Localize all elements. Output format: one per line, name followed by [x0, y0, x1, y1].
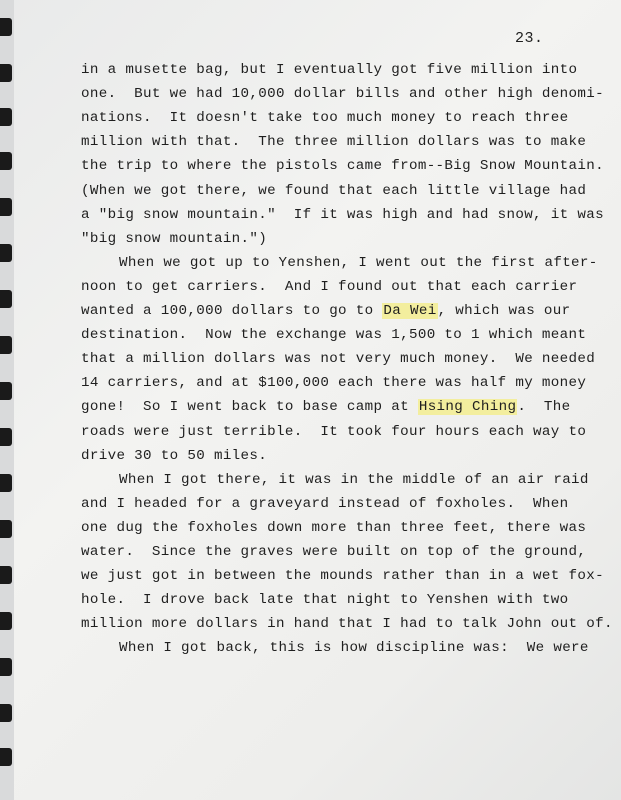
line-text: destination. Now the exchange was 1,500 to 1 which meant — [81, 327, 587, 344]
line-text: 14 carriers, and at $100,000 each there was half my money — [81, 375, 587, 392]
line-text: in a musette bag, but I eventually got five million into — [81, 62, 578, 78]
binder-tab — [0, 748, 12, 766]
line-text: "big snow mountain.") — [81, 230, 268, 247]
text-line — [81, 277, 577, 297]
line-text: one dug the foxholes down more than three feet, there was — [81, 519, 587, 536]
text-line — [81, 494, 569, 514]
text-line — [81, 108, 569, 128]
binder-tab — [0, 658, 12, 676]
text-line — [81, 132, 586, 152]
line-text: drive 30 to 50 miles. — [81, 447, 268, 464]
binder-tab — [0, 336, 12, 354]
text-line — [81, 349, 595, 369]
text-line — [119, 470, 589, 490]
line-text: that a million dollars was not very much money. We needed — [81, 351, 596, 368]
line-text: million more dollars in hand that I had to talk John out of. — [81, 616, 613, 633]
line-text: the trip to where the pistols came from--Big Snow Mountain. — [81, 158, 604, 175]
text-line — [119, 253, 598, 273]
text-line — [81, 325, 586, 345]
binder-tab — [0, 704, 12, 722]
text-line — [81, 566, 604, 586]
binder-tab — [0, 108, 12, 126]
line-text: (When we got there, we found that each little village had — [81, 182, 587, 199]
text-line — [81, 60, 577, 80]
binder-tab — [0, 244, 12, 262]
line-text: gone! So I went back to base camp at — [81, 399, 418, 416]
binder-tab — [0, 612, 12, 630]
binder-tab — [0, 18, 12, 36]
text-line — [81, 446, 267, 466]
line-text: we just got in between the mounds rather than in a wet fox- — [81, 568, 604, 585]
document-page — [18, 0, 621, 800]
line-text: one. But we had 10,000 dollar bills and other high denomi- — [81, 86, 604, 103]
binder-tab — [0, 152, 12, 170]
highlighted-place-name: Da Wei — [383, 303, 437, 319]
text-line — [81, 205, 604, 225]
text-line — [81, 590, 569, 610]
text-line — [81, 181, 586, 201]
text-line — [81, 84, 604, 104]
page-number: 23. — [515, 30, 544, 47]
text-line — [81, 422, 586, 442]
line-text: and I headed for a graveyard instead of foxholes. When — [81, 495, 569, 512]
text-line — [81, 301, 571, 321]
text-line — [81, 542, 586, 562]
line-text: nations. It doesn't take too much money to reach three — [81, 110, 569, 127]
line-text: When I got back, this is how discipline was: We were — [119, 640, 589, 657]
binder-tab — [0, 428, 12, 446]
line-text: When we got up to Yenshen, I went out the first after- — [119, 254, 598, 271]
text-line — [81, 614, 613, 634]
binder-tab — [0, 382, 12, 400]
binder-tab — [0, 198, 12, 216]
binder-tab — [0, 290, 12, 308]
text-line — [81, 518, 586, 538]
highlighted-place-name: Hsing Ching — [418, 399, 517, 416]
line-text: wanted a 100,000 dollars to go to — [81, 303, 383, 319]
binder-tab — [0, 64, 12, 82]
line-text: noon to get carriers. And I found out that each carrier — [81, 278, 578, 295]
line-text-continued: , which was our — [437, 303, 571, 319]
line-text: When I got there, it was in the middle of an air raid — [119, 471, 589, 488]
text-line — [81, 229, 267, 249]
text-line — [81, 373, 586, 393]
line-text: roads were just terrible. It took four hours each way to — [81, 423, 587, 440]
binder-edge — [0, 0, 14, 800]
text-line — [119, 638, 589, 658]
line-text: a "big snow mountain." If it was high and had snow, it was — [81, 206, 604, 223]
text-line — [81, 397, 571, 417]
line-text: million with that. The three million dollars was to make — [81, 134, 587, 151]
line-text: hole. I drove back late that night to Yenshen with two — [81, 592, 569, 609]
line-text-continued: . The — [517, 399, 571, 416]
text-line — [81, 156, 604, 176]
binder-tab — [0, 566, 12, 584]
binder-tab — [0, 474, 12, 492]
line-text: water. Since the graves were built on top of the ground, — [81, 544, 587, 560]
binder-tab — [0, 520, 12, 538]
